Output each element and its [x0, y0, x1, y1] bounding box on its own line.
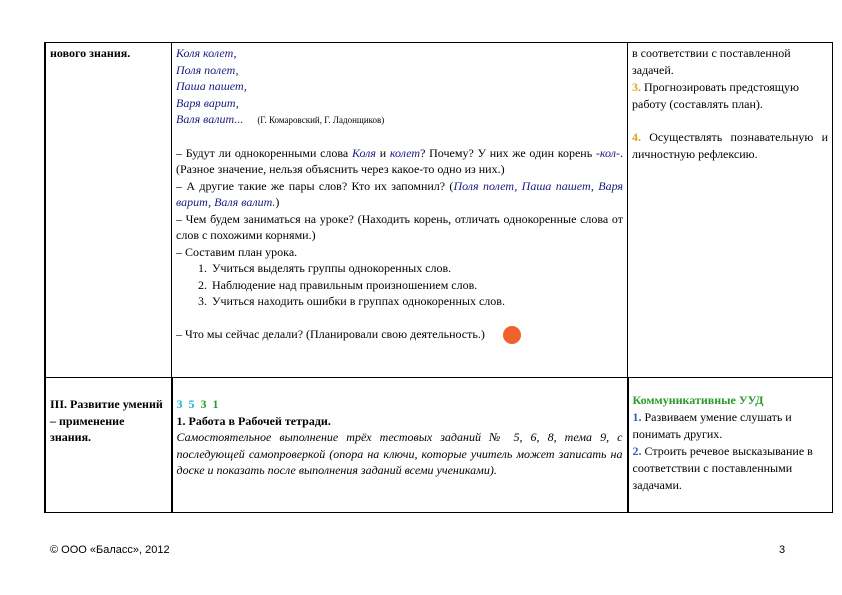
- stage-cell: [45, 43, 172, 378]
- uud-item: [633, 409, 829, 443]
- table-row: [45, 43, 833, 378]
- text: ? Почему? У них же один корень: [420, 145, 596, 160]
- text: – А другие такие же пары слов? Кто их запомнил? (: [176, 178, 454, 193]
- poem-line: Поля полет,: [176, 62, 239, 77]
- list-item: 1. Учиться выделять группы однокоренных слов.: [210, 260, 623, 277]
- uud-item: [632, 79, 828, 113]
- poem-line: Варя варит,: [176, 95, 239, 110]
- poem-line: Коля колет,: [176, 46, 237, 60]
- digit: 1: [212, 397, 219, 411]
- item-number: 4.: [632, 130, 641, 144]
- text: – Что мы сейчас делали? (Планировали свою деятельность.): [176, 326, 485, 341]
- text: ): [275, 195, 280, 209]
- text: Прогнозировать предстоящую работу (составлять план).: [632, 80, 800, 111]
- list-item: 2. Наблюдение над правильным произношением слов.: [210, 277, 623, 294]
- stage-cell: [45, 378, 172, 513]
- lesson-table: [44, 42, 833, 513]
- text: – Будут ли однокоренными слова: [176, 145, 352, 160]
- question-1: [176, 145, 623, 178]
- digit: 5: [188, 397, 195, 411]
- digit-codes: [177, 396, 623, 413]
- words: Поля полет, Паша пашет, Варя варит, Валя валит.: [176, 178, 623, 209]
- stage-label: III. Развитие умений – применение знания.: [50, 397, 163, 444]
- uud-title: Коммуникативные УУД: [632, 393, 764, 407]
- table-row: [45, 378, 833, 513]
- poem-line: Валя валит...: [176, 112, 244, 126]
- question-3: – Чем будем заниматься на уроке? (Находить корень, отличать однокоренные слова от слов с похожими корнями.): [176, 211, 623, 242]
- uud-text: в соответствии с поставленной задачей.: [632, 46, 791, 77]
- digit: 3: [176, 397, 183, 411]
- digit: 3: [200, 397, 207, 411]
- question-5: [176, 326, 623, 344]
- poem: [176, 45, 623, 129]
- poem-source: (Г. Комаровский, Г. Ладонщиков): [257, 115, 385, 125]
- marker-circle-icon: [503, 326, 521, 344]
- item-number: 1.: [632, 410, 642, 424]
- text: и: [376, 145, 390, 160]
- root: -кол-: [595, 145, 620, 160]
- list-item: 3. Учиться находить ошибки в группах однокоренных слов.: [210, 293, 623, 310]
- task-description: Самостоятельное выполнение трёх тестовых заданий № 5, 6, 8, тема 9, с последующей самопроверкой (опора на ключи, которые учитель может записать на доске и показать после выполнения заданий всеми учениками).: [176, 430, 623, 477]
- question-2: [176, 178, 623, 211]
- uud-item: [632, 129, 828, 163]
- text: Строить речевое высказывание в соответствии с поставленными задачами.: [632, 444, 813, 492]
- text: Развиваем умение слушать и понимать других.: [632, 410, 792, 441]
- uud-cell: [628, 43, 833, 378]
- word: Коля: [351, 145, 376, 160]
- content-cell: [172, 378, 628, 513]
- question-4: – Составим план урока.: [176, 244, 298, 259]
- item-number: 2.: [632, 444, 642, 458]
- uud-item: [633, 443, 829, 494]
- content-cell: [172, 43, 628, 378]
- item-number: 3.: [632, 80, 641, 94]
- uud-cell: [628, 378, 833, 513]
- word: колет: [389, 145, 421, 160]
- copyright: © ООО «Баласс», 2012: [50, 544, 170, 556]
- page-number: 3: [779, 544, 786, 556]
- poem-line: Паша пашет,: [176, 79, 247, 93]
- lesson-plan: [176, 260, 623, 310]
- text: Осуществлять познавательную и личностную рефлексию.: [632, 130, 828, 161]
- stage-label: нового знания.: [50, 46, 131, 60]
- text: . (Разное значение, нельзя объяснить через какое-то одно из них.): [176, 145, 623, 176]
- task-title: 1. Работа в Рабочей тетради.: [176, 413, 331, 428]
